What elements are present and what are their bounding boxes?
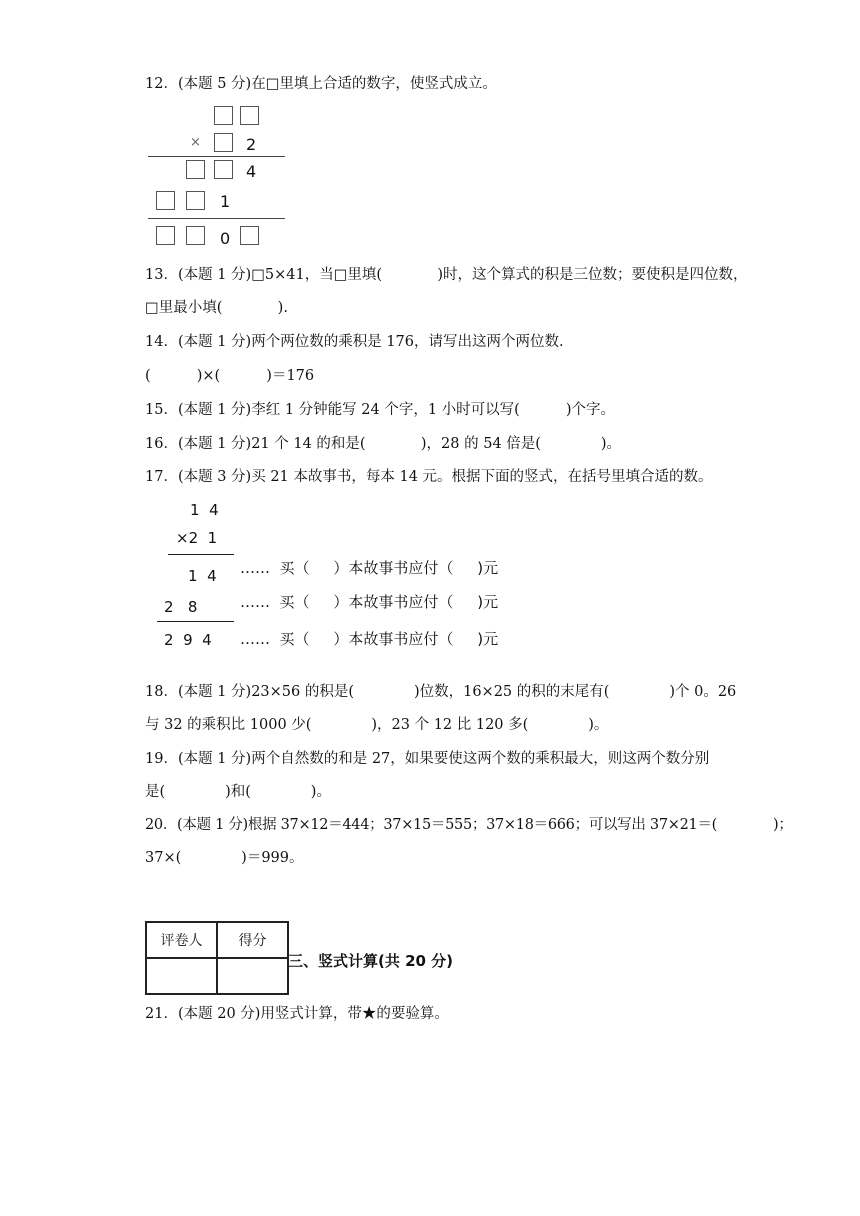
- q21-text: 21．(本题 20 分)用竖式计算，带★的要验算。: [145, 1006, 449, 1022]
- q12-blank[interactable]: [186, 160, 205, 179]
- q20-line1: 20．(本题 1 分)根据 37×12＝444；37×15＝555；37×18＝666；可以写出 37×21＝( )；: [145, 817, 793, 833]
- grader-header: 评卷人: [146, 922, 217, 958]
- q13-line2: □里最小填( ).: [145, 300, 288, 316]
- q19-line1: 19．(本题 1 分)两个自然数的和是 27，如果要使这两个数的乘积最大，则这两个数分别: [145, 751, 710, 767]
- q12-blank[interactable]: [186, 191, 205, 210]
- grader-cell[interactable]: [146, 958, 217, 994]
- section-heading: 三、竖式计算(共 20 分): [288, 952, 454, 970]
- times-sign: ×: [190, 135, 201, 150]
- divider-line: [168, 554, 234, 555]
- q18-line1: 18．(本题 1 分)23×56 的积是( )位数，16×25 的积的末尾有( )个 0。26: [145, 684, 737, 700]
- q17-row: 1 4: [190, 501, 219, 519]
- q17-text: 17．(本题 3 分)买 21 本故事书，每本 14 元。根据下面的竖式，在括号里填合适的数。: [145, 469, 713, 485]
- score-cell[interactable]: [217, 958, 288, 994]
- q17-row: 1 4: [188, 567, 217, 585]
- q12-blank[interactable]: [186, 226, 205, 245]
- score-table: [145, 921, 289, 995]
- divider-line: [148, 218, 285, 219]
- q12-blank[interactable]: [240, 106, 259, 125]
- q12-blank[interactable]: [156, 226, 175, 245]
- q12-blank[interactable]: [240, 226, 259, 245]
- q12-text: 12．(本题 5 分)在□里填上合适的数字，使竖式成立。: [145, 76, 497, 92]
- q14-line1: 14．(本题 1 分)两个两位数的乘积是 176，请写出这两个两位数.: [145, 334, 564, 350]
- q16-text: 16．(本题 1 分)21 个 14 的和是( )，28 的 54 倍是( )。: [145, 436, 622, 452]
- q14-line2: ( )×( )＝176: [145, 368, 315, 384]
- q17-row: 2 9 4: [164, 631, 212, 649]
- q12-blank[interactable]: [156, 191, 175, 210]
- q19-line2: 是( )和( )。: [145, 784, 331, 800]
- q20-line2: 37×( )＝999。: [145, 850, 304, 866]
- divider-line: [157, 621, 234, 622]
- q17-row: ×2 1: [176, 529, 218, 547]
- q12-blank[interactable]: [214, 106, 233, 125]
- q12-digit: 1: [220, 192, 231, 211]
- divider-line: [148, 156, 285, 157]
- q15-text: 15．(本题 1 分)李红 1 分钟能写 24 个字，1 小时可以写( )个字。: [145, 402, 616, 418]
- q17-row: 2 8: [164, 598, 198, 616]
- q12-digit: 4: [246, 162, 257, 181]
- q13-line1: 13．(本题 1 分)□5×41，当□里填( )时，这个算式的积是三位数；要使积是四位数，: [145, 267, 748, 283]
- q17-note: …… 买（ ）本故事书应付（ )元: [240, 559, 499, 577]
- q12-blank[interactable]: [214, 160, 233, 179]
- score-header: 得分: [217, 922, 288, 958]
- q17-note: …… 买（ ）本故事书应付（ )元: [240, 630, 499, 648]
- q12-digit: 2: [246, 135, 257, 154]
- q18-line2: 与 32 的乘积比 1000 少( )，23 个 12 比 120 多( )。: [145, 717, 609, 733]
- q12-blank[interactable]: [214, 133, 233, 152]
- q12-digit: 0: [220, 229, 231, 248]
- q17-note: …… 买（ ）本故事书应付（ )元: [240, 593, 499, 611]
